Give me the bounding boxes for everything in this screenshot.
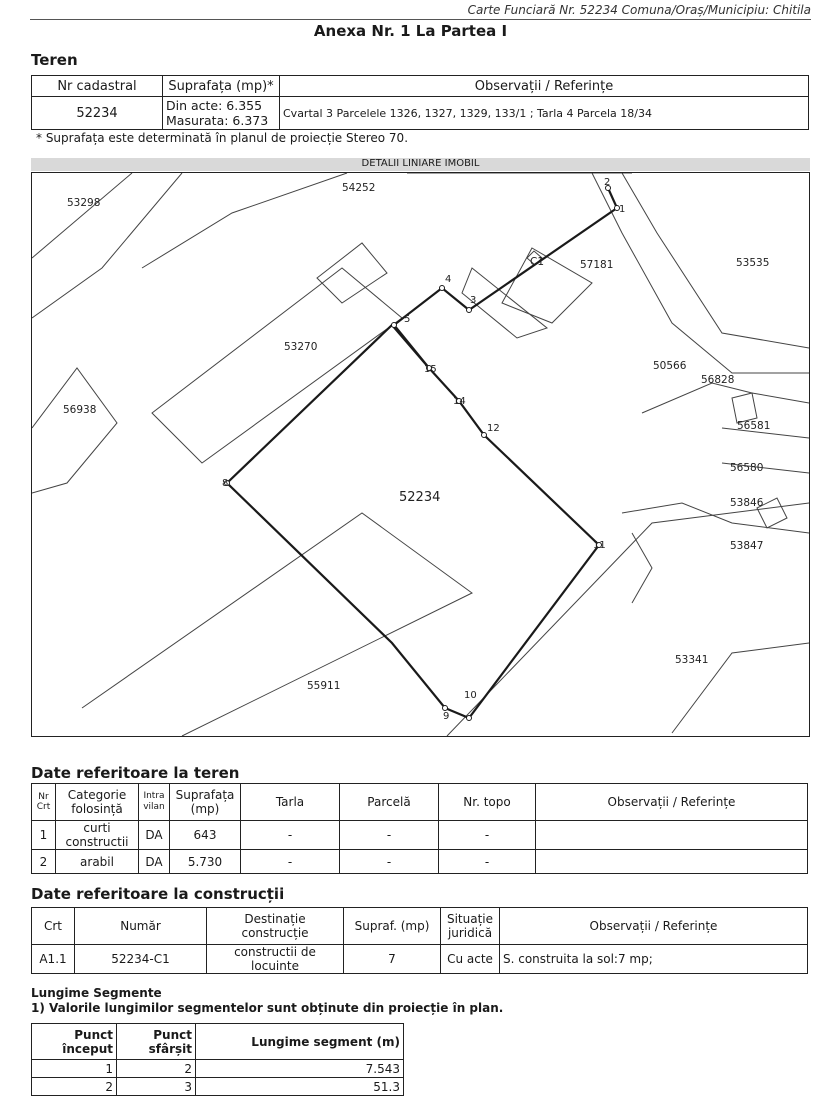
parcel-56938 [32, 368, 117, 493]
col-crt: Crt [32, 908, 75, 945]
teren-heading: Teren [31, 51, 78, 69]
parcel-label-56580: 56580 [730, 462, 764, 474]
col-categorie: Categorie folosință [56, 784, 139, 821]
suprafata-note: * Suprafața este determinată în planul de proiecție Stereo 70. [36, 131, 409, 145]
col-observatii: Observații / Referințe [500, 908, 808, 945]
cell: - [340, 850, 439, 874]
cell: - [241, 821, 340, 850]
col-numar: Număr [75, 908, 207, 945]
cell: S. construita la sol:7 mp; [500, 945, 808, 974]
cell: 1 [32, 821, 56, 850]
col-observatii: Observații / Referințe [536, 784, 808, 821]
point-label-8: 8 [222, 478, 229, 489]
parcel-label-56828: 56828 [701, 374, 735, 386]
parcel-label-54252: 54252 [342, 182, 376, 194]
nr-cadastral-value: 52234 [32, 97, 163, 130]
parcel-label-53270: 53270 [284, 341, 318, 353]
col-suprafata: Supraf. (mp) [344, 908, 441, 945]
point-10-marker [467, 716, 472, 721]
cell: - [241, 850, 340, 874]
page-title: Anexa Nr. 1 La Partea I [313, 22, 508, 40]
parcel-label-53341: 53341 [675, 654, 709, 666]
boundary-line [447, 503, 809, 736]
cell: DA [139, 821, 170, 850]
table-row [32, 1078, 404, 1096]
cell: 2 [117, 1060, 196, 1078]
segmente-heading: Lungime Segmente [31, 986, 162, 1000]
point-9-marker [443, 706, 448, 711]
point-label-9: 9 [443, 711, 450, 722]
point-3-marker [467, 308, 472, 313]
col-parcela: Parcelă [340, 784, 439, 821]
boundary-line [142, 173, 347, 268]
road-boundary [592, 173, 809, 373]
point-5-marker [392, 323, 397, 328]
point-12-marker [482, 433, 487, 438]
building-outline [317, 243, 387, 303]
constructii-heading: Date referitoare la construcții [31, 885, 285, 903]
road-boundary [622, 173, 809, 348]
cell: curti constructii [56, 821, 139, 850]
point-label-3: 3 [470, 295, 477, 306]
parcel-52234-boundary [227, 188, 617, 718]
parcel-label-56938: 56938 [63, 404, 97, 416]
col-punct-sfarsit: Punct sfârșit [117, 1024, 196, 1060]
cell: - [340, 821, 439, 850]
cell: 643 [170, 821, 241, 850]
small-building [732, 393, 757, 423]
teren-data-heading: Date referitoare la teren [31, 764, 240, 782]
parcel-55911 [82, 513, 472, 736]
point-label-14: 14 [453, 396, 466, 407]
point-label-4: 4 [445, 274, 452, 285]
cell: Cu acte [441, 945, 500, 974]
col-tarla: Tarla [241, 784, 340, 821]
building-label-c1: C1 [530, 256, 545, 268]
map-header-bar [31, 158, 810, 171]
cell: 7 [344, 945, 441, 974]
cell: - [439, 850, 536, 874]
col-punct-inceput: Punct început [32, 1024, 117, 1060]
boundary-line [32, 173, 132, 258]
point-label-12: 12 [487, 423, 500, 434]
cell: constructii de locuinte [207, 945, 344, 974]
cell: 2 [32, 1078, 117, 1096]
cell: 51.3 [196, 1078, 404, 1096]
table-row [32, 1060, 404, 1078]
constructii-table [31, 907, 808, 974]
col-suprafata: Suprafața (mp) [170, 784, 241, 821]
segmente-subheading: 1) Valorile lungimilor segmentelor sunt obținute din proiecție în plan. [31, 1001, 504, 1015]
parcel-57181-building [502, 248, 592, 323]
cell: DA [139, 850, 170, 874]
col-situatie: Situație juridică [441, 908, 500, 945]
boundary-line [622, 503, 809, 533]
point-label-15: 15 [424, 364, 437, 375]
table-row [32, 850, 808, 874]
col-suprafata: Suprafața (mp)* [163, 76, 280, 97]
parcel-label-53535: 53535 [736, 257, 770, 269]
col-destinatie: Destinație construcție [207, 908, 344, 945]
cell: 7.543 [196, 1060, 404, 1078]
col-nr-cadastral: Nr cadastral [32, 76, 163, 97]
cell: 52234-C1 [75, 945, 207, 974]
cadastral-map [31, 172, 810, 737]
boundary-line [642, 383, 809, 413]
map-heading: DETALII LINIARE IMOBIL [361, 158, 480, 169]
cell: 5.730 [170, 850, 241, 874]
col-observatii: Observații / Referințe [280, 76, 809, 97]
boundary-line [632, 533, 652, 603]
point-label-11: 11 [593, 540, 606, 551]
carte-funciara-header: Carte Funciară Nr. 52234 Comuna/Oraș/Municipiu: Chitila [467, 3, 811, 17]
cell: 3 [117, 1078, 196, 1096]
parcel-label-55911: 55911 [307, 680, 341, 692]
cell [536, 821, 808, 850]
cell: arabil [56, 850, 139, 874]
cell [536, 850, 808, 874]
col-nr-topo: Nr. topo [439, 784, 536, 821]
observatii-value: Cvartal 3 Parcelele 1326, 1327, 1329, 133/1 ; Tarla 4 Parcela 18/34 [280, 97, 809, 130]
suprafata-cell [163, 97, 280, 130]
cell: 2 [32, 850, 56, 874]
col-intravilan: Intra vilan [139, 784, 170, 821]
cell: - [439, 821, 536, 850]
col-nr-crt: Nr Crt [32, 784, 56, 821]
point-label-2: 2 [604, 177, 611, 188]
cadastral-map-svg [32, 173, 809, 736]
suprafata-masurata: Masurata: 6.373 [166, 113, 269, 128]
suprafata-din-acte: Din acte: 6.355 [166, 98, 263, 113]
cell: 1 [32, 1060, 117, 1078]
parcel-label-53846: 53846 [730, 497, 764, 509]
table-row [32, 945, 808, 974]
point-label-5: 5 [404, 314, 411, 325]
teren-data-table [31, 783, 808, 874]
col-lungime: Lungime segment (m) [196, 1024, 404, 1060]
segmente-table [31, 1023, 404, 1096]
table-row [32, 821, 808, 850]
point-4-marker [440, 286, 445, 291]
parcel-label-50566: 50566 [653, 360, 687, 372]
cell: A1.1 [32, 945, 75, 974]
teren-table [31, 75, 809, 130]
point-label-1: 1 [619, 204, 626, 215]
parcel-label-57181: 57181 [580, 259, 614, 271]
parcel-label-56581: 56581 [737, 420, 771, 432]
parcel-label-53847: 53847 [730, 540, 764, 552]
header-divider [30, 19, 811, 20]
parcel-label-53298: 53298 [67, 197, 101, 209]
parcel-label-52234: 52234 [399, 490, 441, 505]
point-label-10: 10 [464, 690, 477, 701]
